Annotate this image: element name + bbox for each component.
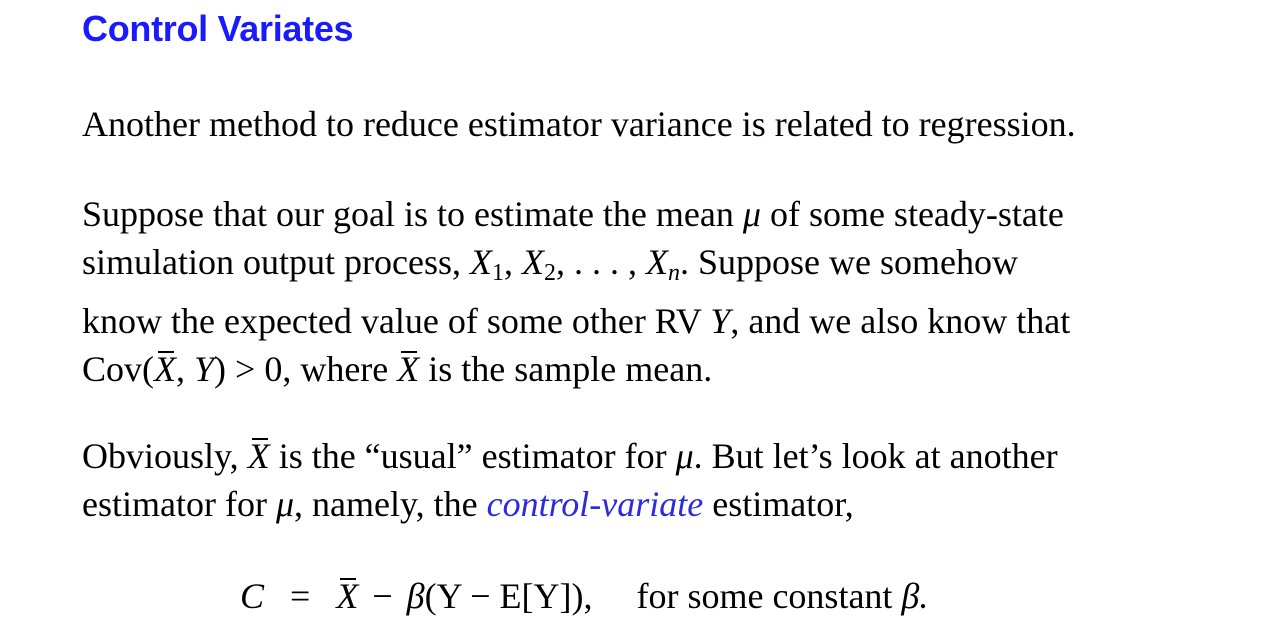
paragraph-estimator	[82, 432, 1058, 528]
setup-line-3: know the expected value of some other RV Y, and we also know that	[82, 301, 1071, 341]
x-bar-symbol: X	[248, 432, 270, 480]
control-variate-equation: C = X − β(Y − E[Y]), for some constant β.	[240, 572, 928, 620]
paragraph-intro: Another method to reduce estimator variance is related to regression.	[82, 104, 1076, 144]
x-bar-symbol: X	[336, 572, 358, 620]
estimator-line-2: estimator for μ, namely, the control-variate estimator,	[82, 484, 854, 524]
slide-title: Control Variates	[82, 8, 354, 49]
setup-line-1: Suppose that our goal is to estimate the mean μ of some steady-state	[82, 194, 1064, 234]
equation-lhs: C	[240, 576, 265, 616]
setup-line-2: simulation output process, $X_1$, $X_2$, . . . , Xn. Suppose we somehow	[82, 242, 1018, 286]
x-bar-symbol: X	[397, 345, 419, 393]
setup-line-4: Cov(X, Y) > 0, where X is the sample mean.	[82, 345, 1070, 393]
mu-symbol: μ	[275, 484, 295, 524]
mu-symbol: μ	[742, 194, 761, 234]
paragraph-setup	[82, 190, 1070, 393]
control-variate-term: control-variate	[486, 484, 704, 524]
estimator-line-1: Obviously, X is the “usual” estimator for μ. But let’s look at another	[82, 432, 1058, 480]
x-bar-symbol: X	[154, 345, 176, 393]
mu-symbol: μ	[675, 436, 694, 476]
